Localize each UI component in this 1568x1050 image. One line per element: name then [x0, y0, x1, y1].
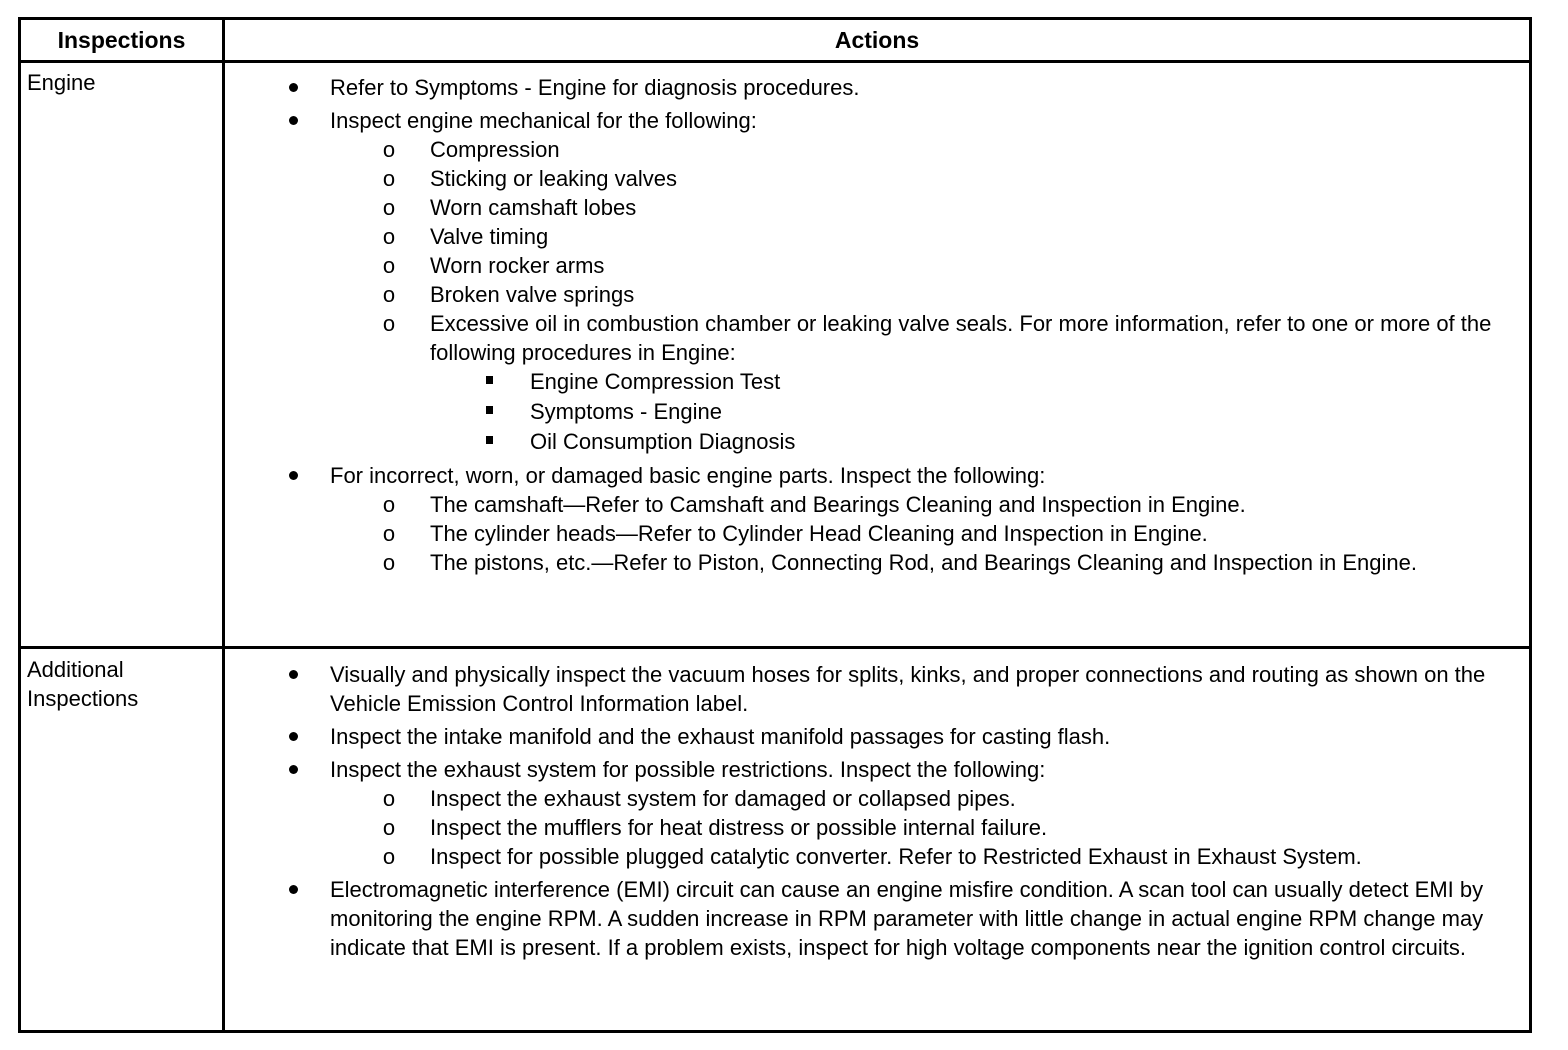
circle-bullet-icon: o — [382, 492, 396, 517]
list-item-text: Inspect the intake manifold and the exhaust manifold passages for casting flash. — [330, 724, 1111, 749]
bullet-icon — [283, 755, 303, 784]
circle-bullet-icon: o — [382, 844, 396, 869]
sub-list-item — [225, 193, 1529, 222]
circle-bullet-icon: o — [382, 521, 396, 546]
bullet-icon — [283, 875, 303, 904]
list-item-text: Inspect engine mechanical for the following: — [330, 108, 757, 133]
sub-sub-list-item — [225, 397, 1529, 427]
list-item-text: Refer to Symptoms - Engine for diagnosis procedures. — [330, 75, 860, 100]
row-divider — [21, 646, 1529, 649]
list-item — [225, 722, 1529, 751]
sub-list-item — [225, 164, 1529, 193]
sub-item-text: Worn camshaft lobes — [430, 195, 637, 220]
sub-list-item — [225, 135, 1529, 164]
list-item — [225, 660, 1529, 718]
square-bullet-icon — [479, 427, 499, 457]
header-actions: Actions — [834, 27, 920, 53]
list-item-text: Visually and physically inspect the vacuum hoses for splits, kinks, and proper connections and routing as shown on the Vehicle Emission Control Information label. — [330, 662, 1486, 716]
sub-item-text: The pistons, etc.—Refer to Piston, Connecting Rod, and Bearings Cleaning and Inspection in Engine. — [430, 550, 1417, 575]
list-item — [225, 875, 1529, 962]
circle-bullet-icon: o — [382, 195, 396, 220]
sub-item-text: Broken valve springs — [430, 282, 635, 307]
sub-list-item — [225, 280, 1529, 309]
bullet-icon — [283, 722, 303, 751]
square-bullet-icon — [479, 367, 499, 397]
sub-item-text: Inspect for possible plugged catalytic converter. Refer to Restricted Exhaust in Exhaust System. — [430, 844, 1362, 869]
actions-engine — [225, 73, 1529, 577]
sub-list-item — [225, 813, 1529, 842]
bullet-icon — [283, 461, 303, 490]
circle-bullet-icon: o — [382, 311, 396, 336]
list-item-text: Electromagnetic interference (EMI) circuit can cause an engine misfire condition. A scan tool can usually detect EMI by monitoring the engine RPM. A sudden increase in RPM parameter with little change in actual engine RPM change may indicate that EMI is present. If a problem exists, inspect for high voltage components near the ignition control circuits. — [330, 877, 1484, 960]
row-label-additional-inspections: Additional Inspections — [27, 657, 139, 711]
header-inspections: Inspections — [57, 27, 186, 53]
circle-bullet-icon: o — [382, 786, 396, 811]
circle-bullet-icon: o — [382, 815, 396, 840]
list-item-text: Inspect the exhaust system for possible restrictions. Inspect the following: — [330, 757, 1046, 782]
sub-sub-item-text: Oil Consumption Diagnosis — [530, 429, 796, 454]
row-label-engine: Engine — [27, 70, 96, 95]
circle-bullet-icon: o — [382, 166, 396, 191]
sub-list-item — [225, 519, 1529, 548]
sub-item-text: Valve timing — [430, 224, 549, 249]
circle-bullet-icon: o — [382, 224, 396, 249]
list-item — [225, 106, 1529, 135]
sub-list-item — [225, 548, 1529, 577]
sub-sub-item-text: Engine Compression Test — [530, 369, 781, 394]
sub-list-item — [225, 784, 1529, 813]
circle-bullet-icon: o — [382, 282, 396, 307]
list-item — [225, 73, 1529, 102]
circle-bullet-icon: o — [382, 253, 396, 278]
bullet-icon — [283, 660, 303, 689]
circle-bullet-icon: o — [382, 137, 396, 162]
sub-list-item — [225, 251, 1529, 280]
sub-list-item — [225, 222, 1529, 251]
sub-item-text: Inspect the mufflers for heat distress or possible internal failure. — [430, 815, 1048, 840]
actions-additional-inspections — [225, 660, 1529, 962]
list-item — [225, 461, 1529, 490]
sub-sub-list-item — [225, 367, 1529, 397]
bullet-icon — [283, 73, 303, 102]
sub-item-text: Sticking or leaking valves — [430, 166, 678, 191]
circle-bullet-icon: o — [382, 550, 396, 575]
sub-list-item — [225, 842, 1529, 871]
sub-list-item — [225, 309, 1529, 367]
sub-item-text: The cylinder heads—Refer to Cylinder Head Cleaning and Inspection in Engine. — [430, 521, 1208, 546]
sub-item-text: Compression — [430, 137, 560, 162]
square-bullet-icon — [479, 397, 499, 427]
bullet-icon — [283, 106, 303, 135]
list-item — [225, 755, 1529, 784]
sub-sub-list-item — [225, 427, 1529, 457]
sub-item-text: Excessive oil in combustion chamber or leaking valve seals. For more information, refer to one or more of the following procedures in Engine: — [430, 311, 1492, 365]
sub-list-item — [225, 490, 1529, 519]
sub-item-text: Worn rocker arms — [430, 253, 605, 278]
header-divider — [21, 60, 1529, 63]
sub-item-text: The camshaft—Refer to Camshaft and Bearings Cleaning and Inspection in Engine. — [430, 492, 1246, 517]
list-item-text: For incorrect, worn, or damaged basic engine parts. Inspect the following: — [330, 463, 1046, 488]
sub-item-text: Inspect the exhaust system for damaged or collapsed pipes. — [430, 786, 1016, 811]
sub-sub-item-text: Symptoms - Engine — [530, 399, 722, 424]
inspections-table — [18, 17, 1532, 1033]
